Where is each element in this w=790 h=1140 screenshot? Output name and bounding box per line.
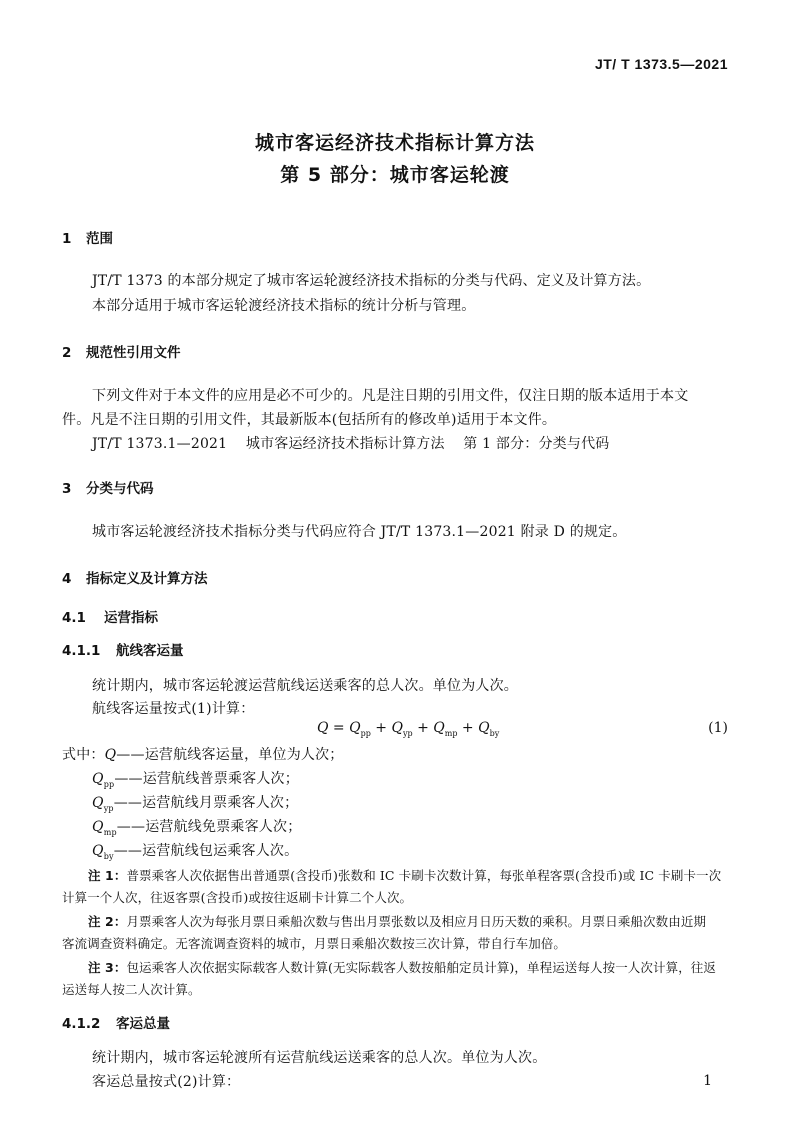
paragraph: 下列文件对于本文件的应用是必不可少的。凡是注日期的引用文件，仅注日期的版本适用于本文 <box>92 388 689 404</box>
note-text: 普票乘客人次依据售出普通票(含投币)张数和 IC 卡刷卡次数计算，每张单程客票(含投币)或 IC 卡刷卡一次 <box>126 868 722 883</box>
paragraph: 统计期内，城市客运轮渡运营航线运送乘客的总人次。单位为人次。 <box>92 678 518 694</box>
paragraph: 统计期内，城市客运轮渡所有运营航线运送乘客的总人次。单位为人次。 <box>92 1050 547 1066</box>
formula-operator: + <box>412 720 434 736</box>
variable-text: ——运营航线普票乘客人次； <box>114 771 299 787</box>
section-4-heading <box>62 567 208 587</box>
formula-term: Q <box>433 720 445 736</box>
note-label: 注 1： <box>88 868 127 883</box>
paragraph: 城市客运轮渡经济技术指标分类与代码应符合 JT/T 1373.1—2021 附录 D 的规定。 <box>92 524 627 540</box>
variable-symbol: Q <box>104 747 117 763</box>
section-title: 指标定义及计算方法 <box>86 571 208 587</box>
formula-1 <box>317 720 499 738</box>
formula-subscript: pp <box>360 728 371 738</box>
variable-definition <box>92 840 298 861</box>
variable-symbol: Q <box>92 771 104 787</box>
standard-number: JT/ T 1373.5—2021 <box>594 56 728 72</box>
note-2 <box>88 912 706 930</box>
formula-subscript: mp <box>444 728 458 738</box>
variable-subscript: mp <box>103 827 117 837</box>
variable-text: ——运营航线月票乘客人次； <box>113 795 299 811</box>
variable-text: ——运营航线免票乘客人次； <box>116 819 302 835</box>
variable-definition <box>92 792 298 813</box>
section-4-1-1-heading <box>62 639 184 659</box>
note-2-continuation: 客流调查资料确定。无客流调查资料的城市，月票日乘船次数按三次计算，带自行车加倍。 <box>62 936 567 951</box>
formula-subscript: yp <box>402 728 413 738</box>
section-number: 2 <box>62 345 72 361</box>
section-number: 4.1.1 <box>62 643 101 659</box>
section-number: 1 <box>62 231 72 247</box>
paragraph: 航线客运量按式(1)计算： <box>92 701 255 717</box>
variable-symbol: Q <box>92 795 104 811</box>
variable-symbol: Q <box>92 843 104 859</box>
section-3-heading <box>62 477 154 497</box>
paragraph: 客运总量按式(2)计算： <box>92 1074 241 1090</box>
formula-term: Q <box>478 720 490 736</box>
variable-definition <box>92 768 299 789</box>
normative-reference: JT/T 1373.1—2021 城市客运经济技术指标计算方法 第 1 部分：分类与代码 <box>92 436 610 452</box>
note-text: 包运乘客人次依据实际载客人数计算(无实际载客人数按船舶定员计算)，单程运送每人按一人次计算，往返 <box>126 960 717 975</box>
section-title: 范围 <box>86 231 113 247</box>
note-3-continuation: 运送每人按二人次计算。 <box>62 982 201 997</box>
formula-term: Q <box>349 720 361 736</box>
section-title: 分类与代码 <box>86 481 154 497</box>
section-number: 4 <box>62 571 72 587</box>
section-title: 规范性引用文件 <box>86 345 181 361</box>
section-number: 4.1 <box>62 610 86 626</box>
paragraph: JT/T 1373 的本部分规定了城市客运轮渡经济技术指标的分类与代码、定义及计算方法。 <box>92 273 651 289</box>
section-1-heading <box>62 227 113 247</box>
section-4-1-heading <box>62 606 158 626</box>
variable-symbol: Q <box>92 819 104 835</box>
variable-text: ——运营航线客运量，单位为人次； <box>116 747 344 763</box>
formula-term: Q <box>391 720 403 736</box>
note-label: 注 2： <box>88 914 127 929</box>
where-prefix: 式中： <box>62 747 105 763</box>
paragraph-continuation: 件。凡是不注日期的引用文件，其最新版本(包括所有的修改单)适用于本文件。 <box>62 412 557 428</box>
section-number: 4.1.2 <box>62 1016 101 1032</box>
section-title: 航线客运量 <box>116 643 184 659</box>
formula-number: (1) <box>708 720 728 736</box>
note-1 <box>88 866 721 884</box>
note-1-continuation: 计算一个人次，往返客票(含投币)或按往返刷卡计算二个人次。 <box>62 890 413 905</box>
section-title: 客运总量 <box>116 1016 170 1032</box>
section-number: 3 <box>62 481 72 497</box>
paragraph: 本部分适用于城市客运轮渡经济技术指标的统计分析与管理。 <box>92 298 476 314</box>
section-2-heading <box>62 341 181 361</box>
formula-operator: + <box>457 720 479 736</box>
variable-definition <box>62 744 344 764</box>
note-label: 注 3： <box>88 960 127 975</box>
note-3 <box>88 958 716 976</box>
variable-text: ——运营航线包运乘客人次。 <box>113 843 299 859</box>
page-number: 1 <box>703 1073 712 1089</box>
variable-subscript: pp <box>103 779 115 789</box>
note-text: 月票乘客人次为每张月票日乘船次数与售出月票张数以及相应月日历天数的乘积。月票日乘船次数由近期 <box>126 914 707 929</box>
document-title: 城市客运经济技术指标计算方法 <box>254 132 535 154</box>
formula-operator: + <box>370 720 392 736</box>
formula-subscript: by <box>489 728 500 738</box>
formula-symbol: Q <box>317 720 329 736</box>
variable-definition <box>92 816 301 837</box>
document-subtitle: 第 5 部分：城市客运轮渡 <box>280 164 510 186</box>
formula-operator: = <box>328 720 350 736</box>
variable-subscript: yp <box>103 803 114 813</box>
section-title: 运营指标 <box>104 610 158 626</box>
section-4-1-2-heading <box>62 1012 170 1032</box>
variable-subscript: by <box>103 851 114 861</box>
